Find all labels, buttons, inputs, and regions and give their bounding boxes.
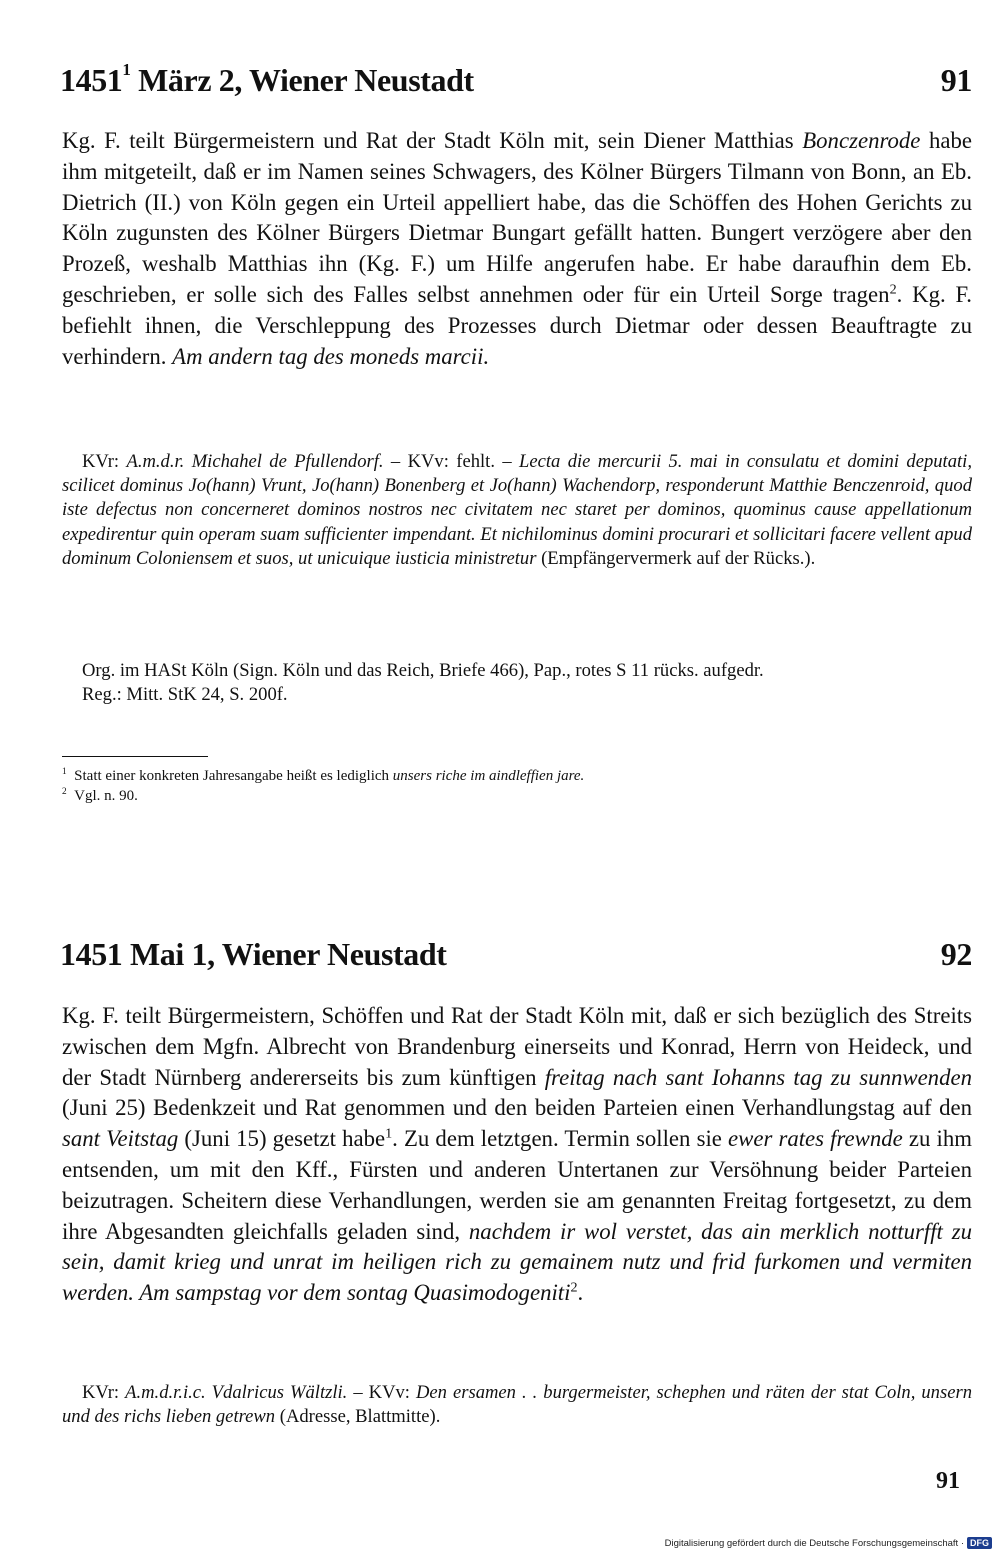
entry-92-title: 1451 Mai 1, Wiener Neustadt <box>60 936 447 972</box>
footnote-1: $^1$ Statt einer konkreten Jahresangabe heißt es lediglich unsers riche im aindleffien jare. <box>62 767 585 784</box>
credit-text: Digitalisierung gefördert durch die Deutsche Forschungsgemeinschaft · <box>664 1537 964 1549</box>
entry-91-summary: Kg. F. teilt Bürgermeistern und Rat der Stadt Köln mit, sein Diener Matthias Bonczenrode habe ihm mitgeteilt, daß er im Namen seines Schwagers, des Kölner Bürgers Tilmann von Bonn, an Eb. Dietrich (II.) von Köln gegen ein Urteil appelliert habe, das die Schöffen des Hohen Gerichts zu Köln zugunsten des Kölner Bürgers Dietmar Bungart gefällt hatten. Bungert verzögere aber den Prozeß, weshalb Matthias ihn (Kg. F.) um Hilfe angerufen habe. Er habe daraufhin dem Eb. geschrieben, er solle sich des Falles selbst annehmen oder für ein Urteil Sorge tragen$^2$. Kg. F. befiehlt ihnen, die Verschleppung des Prozesses durch Dietmar oder dessen Beauftragte zu verhindern. Am andern tag des moneds marcii. <box>62 128 973 369</box>
footnote-ref[interactable]: 2 <box>570 1279 578 1296</box>
page-number: 91 <box>936 1468 960 1494</box>
entry-92-summary: Kg. F. teilt Bürgermeistern, Schöffen und Rat der Stadt Köln mit, daß er sich bezüglich des Streits zwischen dem Mgfn. Albrecht von Brandenburg einerseits und Konrad, Herrn von Heideck, und der Stadt Nürnberg andererseits bis zum künftigen freitag nach sant Iohanns tag zu sunnwenden (Juni 25) Bedenkzeit und Rat genommen und den beiden Parteien einen Verhandlungstag auf den sant Veitstag (Juni 15) gesetzt habe$^1$. Zu dem letztgen. Termin sollen sie ewer rates frewnde zu ihm entsenden, um mit den Kff., Fürsten und anderen Untertanen zur Versöhnung beider Parteien beizutragen. Scheitern diese Verhandlungen, werden sie am genannten Freitag fortgesetzt, zu dem ihre Abgesandten gleichfalls geladen sind, nachdem ir wol verstet, das ain merklich notturfft zu sein, damit krieg und unrat im heiligen rich zu gemainem nutz und frid furkomen und vermiten werden. Am sampstag vor dem sontag Quasimodogeniti$^2$. <box>62 1003 972 1306</box>
footnote-ref[interactable]: 1 <box>385 1125 393 1142</box>
digitization-credit <box>665 1537 992 1549</box>
entry-91-footnotes <box>62 766 972 806</box>
footnote-divider <box>62 756 208 757</box>
dfg-logo: DFG <box>967 1537 992 1549</box>
entry-92-number: 92 <box>940 936 972 972</box>
entry-91-title: 1451$^1$ März 2, Wiener Neustadt <box>60 60 474 98</box>
entry-91-reg: Reg.: Mitt. StK 24, S. 200f. <box>82 684 288 706</box>
footnote-ref[interactable]: 1 <box>122 60 131 80</box>
entry-92-heading <box>60 936 972 973</box>
entry-91-org: Org. im HASt Köln (Sign. Köln und das Reich, Briefe 466), Pap., rotes S 11 rücks. aufgedr. <box>82 660 764 681</box>
entry-91-number: 91 <box>940 62 972 98</box>
entry-91-heading <box>60 62 972 99</box>
footnote-ref[interactable]: 2 <box>889 281 897 298</box>
entry-91-kvr: KVr: A.m.d.r. Michahel de Pfullendorf. – KVv: fehlt. – Lecta die mercurii 5. mai in consulatu et domini deputati, scilicet dominus Jo(hann) Vrunt, Jo(hann) Bonenberg et Jo(hann) Wachendorp, responderunt Matthie Benczenroid, quod iste defectus non concerneret dominos nostros nec civitatem nec staret per dominos, quominus cause appellationum expedirentur quin operam suam sufficienter impendant. Et nichilominus domini procurari et sollicitari facere vellent apud dominum Coloniensem et suos, ut unicuique iusticia ministretur (Empfängervermerk auf der Rücks.). <box>62 451 972 569</box>
entry-91-archive <box>62 659 972 707</box>
footnote-2: $^2$ Vgl. n. 90. <box>62 787 138 804</box>
entry-92-kvr: KVr: A.m.d.r.i.c. Vdalricus Wältzli. – KVv: Den ersamen . . burgermeister, schephen und räten der stat Coln, unsern und des richs lieben getrewn (Adresse, Blattmitte). <box>62 1382 972 1428</box>
